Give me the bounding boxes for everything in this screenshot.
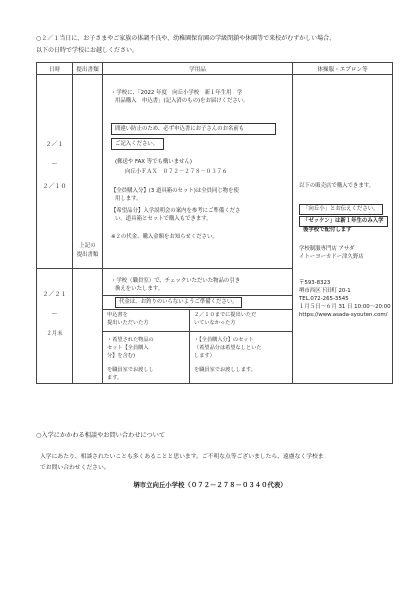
supplies-period-1 bbox=[103, 75, 293, 269]
header-datetime: 日時 bbox=[37, 63, 73, 75]
section-line: でお問い合わせください。 bbox=[40, 465, 110, 471]
supplies-line: 用します。 bbox=[115, 196, 142, 202]
header-documents: 提出書類 bbox=[73, 63, 103, 75]
method-line: 「ゼッケン」は新１年生のみ入学 bbox=[303, 218, 384, 224]
intro-line: ○２／１当日に、お子さまやご家族の体調不良や、幼稚園保育園の学級閉鎖や休園等で来校がむずかしい場合、 bbox=[36, 35, 336, 42]
method-line: 「向丘小」とお伝えください。 bbox=[303, 206, 379, 212]
exchange-line: 換えをいたします。 bbox=[115, 286, 164, 292]
documents-cell bbox=[73, 75, 103, 269]
header-supplies: 学用品 bbox=[103, 63, 293, 75]
subheader-submitted bbox=[103, 310, 190, 384]
shop-phone: TEL.072-265-3545 bbox=[299, 296, 349, 302]
payment-note-row bbox=[103, 296, 293, 310]
documents-line: 提出書類 bbox=[76, 252, 99, 258]
school-contact: 堺市立向丘小学校（０７２－２７８－０３４０代表） bbox=[133, 481, 287, 489]
name-notice-box: 間違い防止のため、必ず申込書にお子さんのお名前も bbox=[111, 123, 276, 135]
section-body bbox=[40, 452, 392, 474]
supplies-line: (郵送や FAX 等でも構いません) bbox=[115, 159, 192, 165]
option-line: します） bbox=[194, 353, 215, 359]
section-line: 入学にあたり、相談されたいことも多くあることと思います。ご不明な点等ございましたら、遠慮なく学校ま bbox=[40, 454, 324, 460]
intro-line: 以下の日時で学校にお越しください。 bbox=[36, 47, 139, 54]
subheader-not-submitted-text: ２／１０までに提出いただ いていなかった方 bbox=[194, 312, 257, 326]
option-line: セット【全員購入 bbox=[107, 345, 149, 351]
shop-name: 学校制服専門店 アサダ bbox=[299, 246, 355, 252]
period1-start: ２／１ bbox=[45, 141, 64, 148]
supplies-line: ※２の代金、購入金額をお知らせください。 bbox=[111, 234, 218, 240]
header-uniform: 体操服・エプロン等 bbox=[293, 63, 393, 75]
supplies-line: ・学校に、「2022 年度 向丘小学校 新１年生用 学 bbox=[111, 90, 243, 96]
method-line: 後学校で配付します bbox=[303, 227, 352, 233]
documents-line: 上記の bbox=[79, 243, 96, 249]
method-box bbox=[299, 204, 382, 215]
payment-note-box: 代金は、お釣りのいらないようご準備ください。 bbox=[115, 297, 242, 308]
period1-tilde: ～ bbox=[51, 161, 58, 168]
period1-end: ２／１０ bbox=[42, 183, 67, 190]
shop-address: 堺市西区下田町 20-1 bbox=[299, 288, 351, 294]
method-line: 以下の販売店で購入できます。 bbox=[299, 183, 375, 189]
shop-postal: 〒593-8323 bbox=[299, 280, 331, 286]
shop-hours: １月５日～６月 31 日 10:00～20:00 bbox=[299, 304, 391, 310]
option-line: ・希望された物品の bbox=[107, 337, 154, 343]
name-notice-box-2: ご記入ください。 bbox=[111, 138, 164, 150]
option-line: ます。 bbox=[107, 375, 123, 381]
period2-tilde: ～ bbox=[51, 311, 58, 318]
intro-paragraph bbox=[36, 33, 392, 57]
subheader-submitted-text: 申込書を 提出いただいた方 bbox=[107, 312, 149, 326]
option-line: （希望品分は希望なしといた bbox=[194, 345, 262, 351]
fax-number: 向丘小ＦＡＸ ０７２－２７８－０３７６ bbox=[125, 169, 228, 175]
uniform-method bbox=[293, 75, 393, 384]
option-line: を職員室でお渡しし bbox=[107, 367, 154, 373]
period2-end: ２月末 bbox=[46, 331, 63, 337]
supplies-line: 【希望品分】入学説明会の案内を参考にご準備くださ bbox=[111, 208, 241, 214]
supplies-line: 【全員購入分】(3 道具箱のセット)は全員同じ物を使 bbox=[111, 188, 239, 194]
shop-branch: イトーヨーカドー津久野店 bbox=[299, 254, 364, 260]
date-period-1 bbox=[37, 75, 73, 269]
supplies-line: 用品購入 申込書」(記入済のもの)をお届けください。 bbox=[115, 98, 249, 104]
exchange-line: ・学校（職員室）で、チェックいただいた物品の引き bbox=[111, 278, 241, 284]
supplies-period-2 bbox=[103, 269, 293, 296]
section-title: ○入学にかかわる相談やお問い合わせについて bbox=[36, 432, 166, 439]
documents-empty bbox=[73, 269, 103, 384]
option-line: 分】を含む) bbox=[107, 353, 135, 359]
supplies-line: い。道具箱とセットで購入もできます。 bbox=[115, 216, 212, 222]
period2-start: ２／２１ bbox=[42, 291, 67, 298]
option-line: ・【全員購入分】のセット bbox=[194, 337, 254, 343]
option-submitted bbox=[103, 331, 189, 382]
date-period-2 bbox=[37, 269, 73, 384]
option-line: を職員室でお渡しします。 bbox=[194, 367, 256, 373]
schedule-table bbox=[36, 62, 393, 384]
subheader-not-submitted bbox=[190, 310, 293, 384]
option-not-submitted bbox=[190, 331, 292, 374]
shop-url[interactable]: https://www.asada-syouten.com/ bbox=[299, 312, 388, 318]
